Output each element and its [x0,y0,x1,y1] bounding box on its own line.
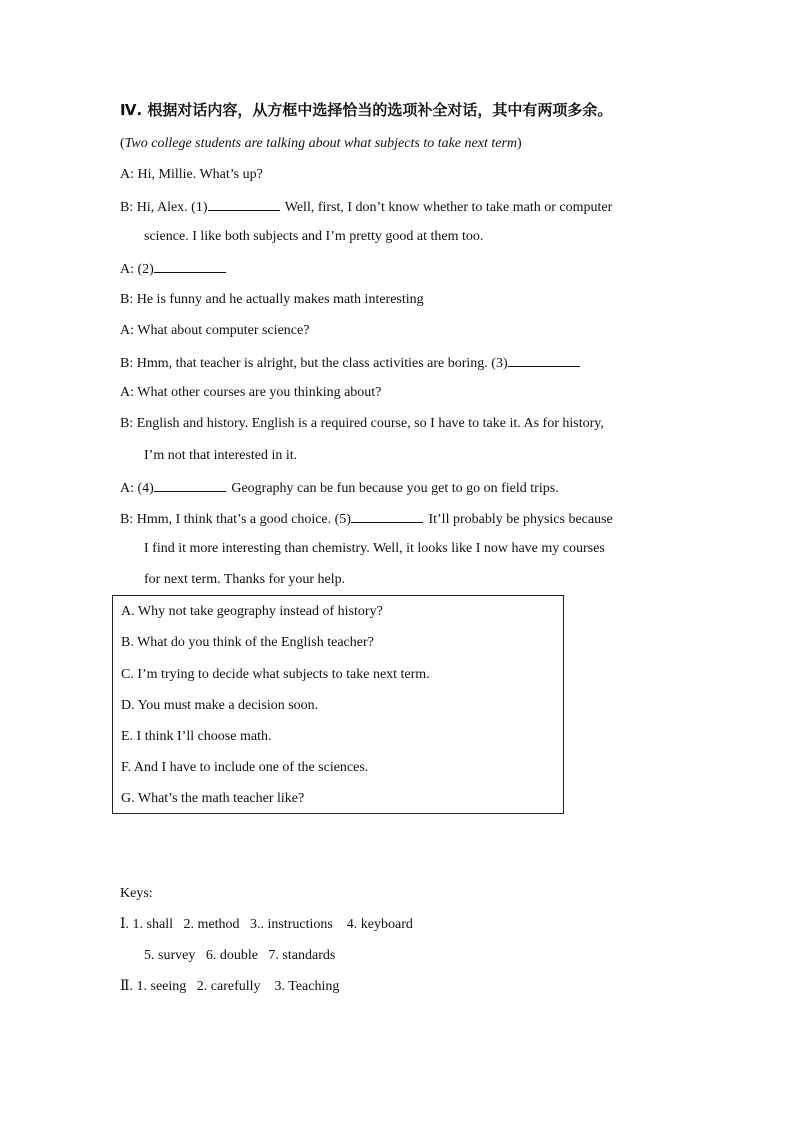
option-c: C. I’m trying to decide what subjects to take next term. [121,667,430,682]
dialogue-text: English and history. English is a required course, so I have to take it. As for history, [136,416,604,431]
dialogue-text: Hi, Millie. What’s up? [137,167,263,182]
option-d: D. You must make a decision soon. [121,698,319,713]
option-f: F. And I have to include one of the sciences. [121,760,369,775]
speaker-label: B: [120,356,134,371]
context-line [120,135,522,153]
option-b: B. What do you think of the English teacher? [121,635,374,650]
dialogue-text: He is funny and he actually makes math interesting [136,292,424,307]
section-title: Ⅳ. 根据对话内容，从方框中选择恰当的选项补全对话，其中有两项多余。 [120,101,613,119]
dialogue-line-3 [144,228,483,246]
keys-line-1: Ⅰ. 1. shall 2. method 3.. instructions 4. keyboard [120,917,413,932]
dialogue-text: I find it more interesting than chemistry. Well, it looks like I now have my courses [144,541,605,556]
dialogue-text-pre: (2) [137,262,154,277]
dialogue-line-9 [120,415,604,433]
option-a: A. Why not take geography instead of history? [121,604,383,619]
option-e: E. I think I’ll choose math. [121,729,272,744]
dialogue-text: What other courses are you thinking about? [137,385,382,400]
option-g: G. What’s the math teacher like? [121,791,305,806]
answer-blank-1[interactable] [208,197,280,211]
keys-label: Keys: [120,886,153,901]
options-box [112,595,564,814]
answer-blank-2[interactable] [154,259,226,273]
dialogue-text: for next term. Thanks for your help. [144,572,346,587]
dialogue-text: I’m not that interested in it. [144,448,298,463]
dialogue-text: science. I like both subjects and I’m pretty good at them too. [144,229,484,244]
dialogue-text-post: Geography can be fun because you get to go on field trips. [227,481,559,496]
context-close-paren: ) [517,136,522,151]
answer-blank-3[interactable] [508,353,580,367]
dialogue-line-5 [120,291,424,309]
context-text: Two college students are talking about what subjects to take next term [124,136,517,151]
dialogue-text: What about computer science? [137,323,310,338]
dialogue-line-14 [144,571,345,589]
dialogue-text-pre: Hmm, that teacher is alright, but the class activities are boring. (3) [136,356,508,371]
speaker-label: A: [120,481,134,496]
speaker-label: B: [120,512,134,527]
keys-line-2: 5. survey 6. double 7. standards [144,948,336,963]
dialogue-line-1 [120,166,263,184]
dialogue-text-pre: Hmm, I think that’s a good choice. (5) [136,512,351,527]
dialogue-line-4 [120,259,228,279]
speaker-label: B: [120,416,134,431]
dialogue-text-post: It’ll probably be physics because [424,512,613,527]
dialogue-line-11 [120,478,559,498]
dialogue-line-10 [144,447,297,465]
context-open-paren: ( [120,136,125,151]
dialogue-line-6 [120,322,309,340]
speaker-label: A: [120,385,134,400]
dialogue-line-2 [120,197,612,217]
dialogue-text-pre: Hi, Alex. (1) [136,200,208,215]
speaker-label: A: [120,323,134,338]
dialogue-text-post: Well, first, I don’t know whether to take math or computer [281,200,613,215]
dialogue-line-8 [120,384,381,402]
keys-line-3: Ⅱ. 1. seeing 2. carefully 3. Teaching [120,979,340,994]
dialogue-text-pre: (4) [137,481,154,496]
dialogue-line-13 [144,540,605,558]
speaker-label: B: [120,200,134,215]
answer-blank-4[interactable] [154,478,226,492]
answer-blank-5[interactable] [351,509,423,523]
speaker-label: A: [120,167,134,182]
speaker-label: A: [120,262,134,277]
speaker-label: B: [120,292,134,307]
dialogue-line-7 [120,353,582,373]
dialogue-line-12 [120,509,613,529]
